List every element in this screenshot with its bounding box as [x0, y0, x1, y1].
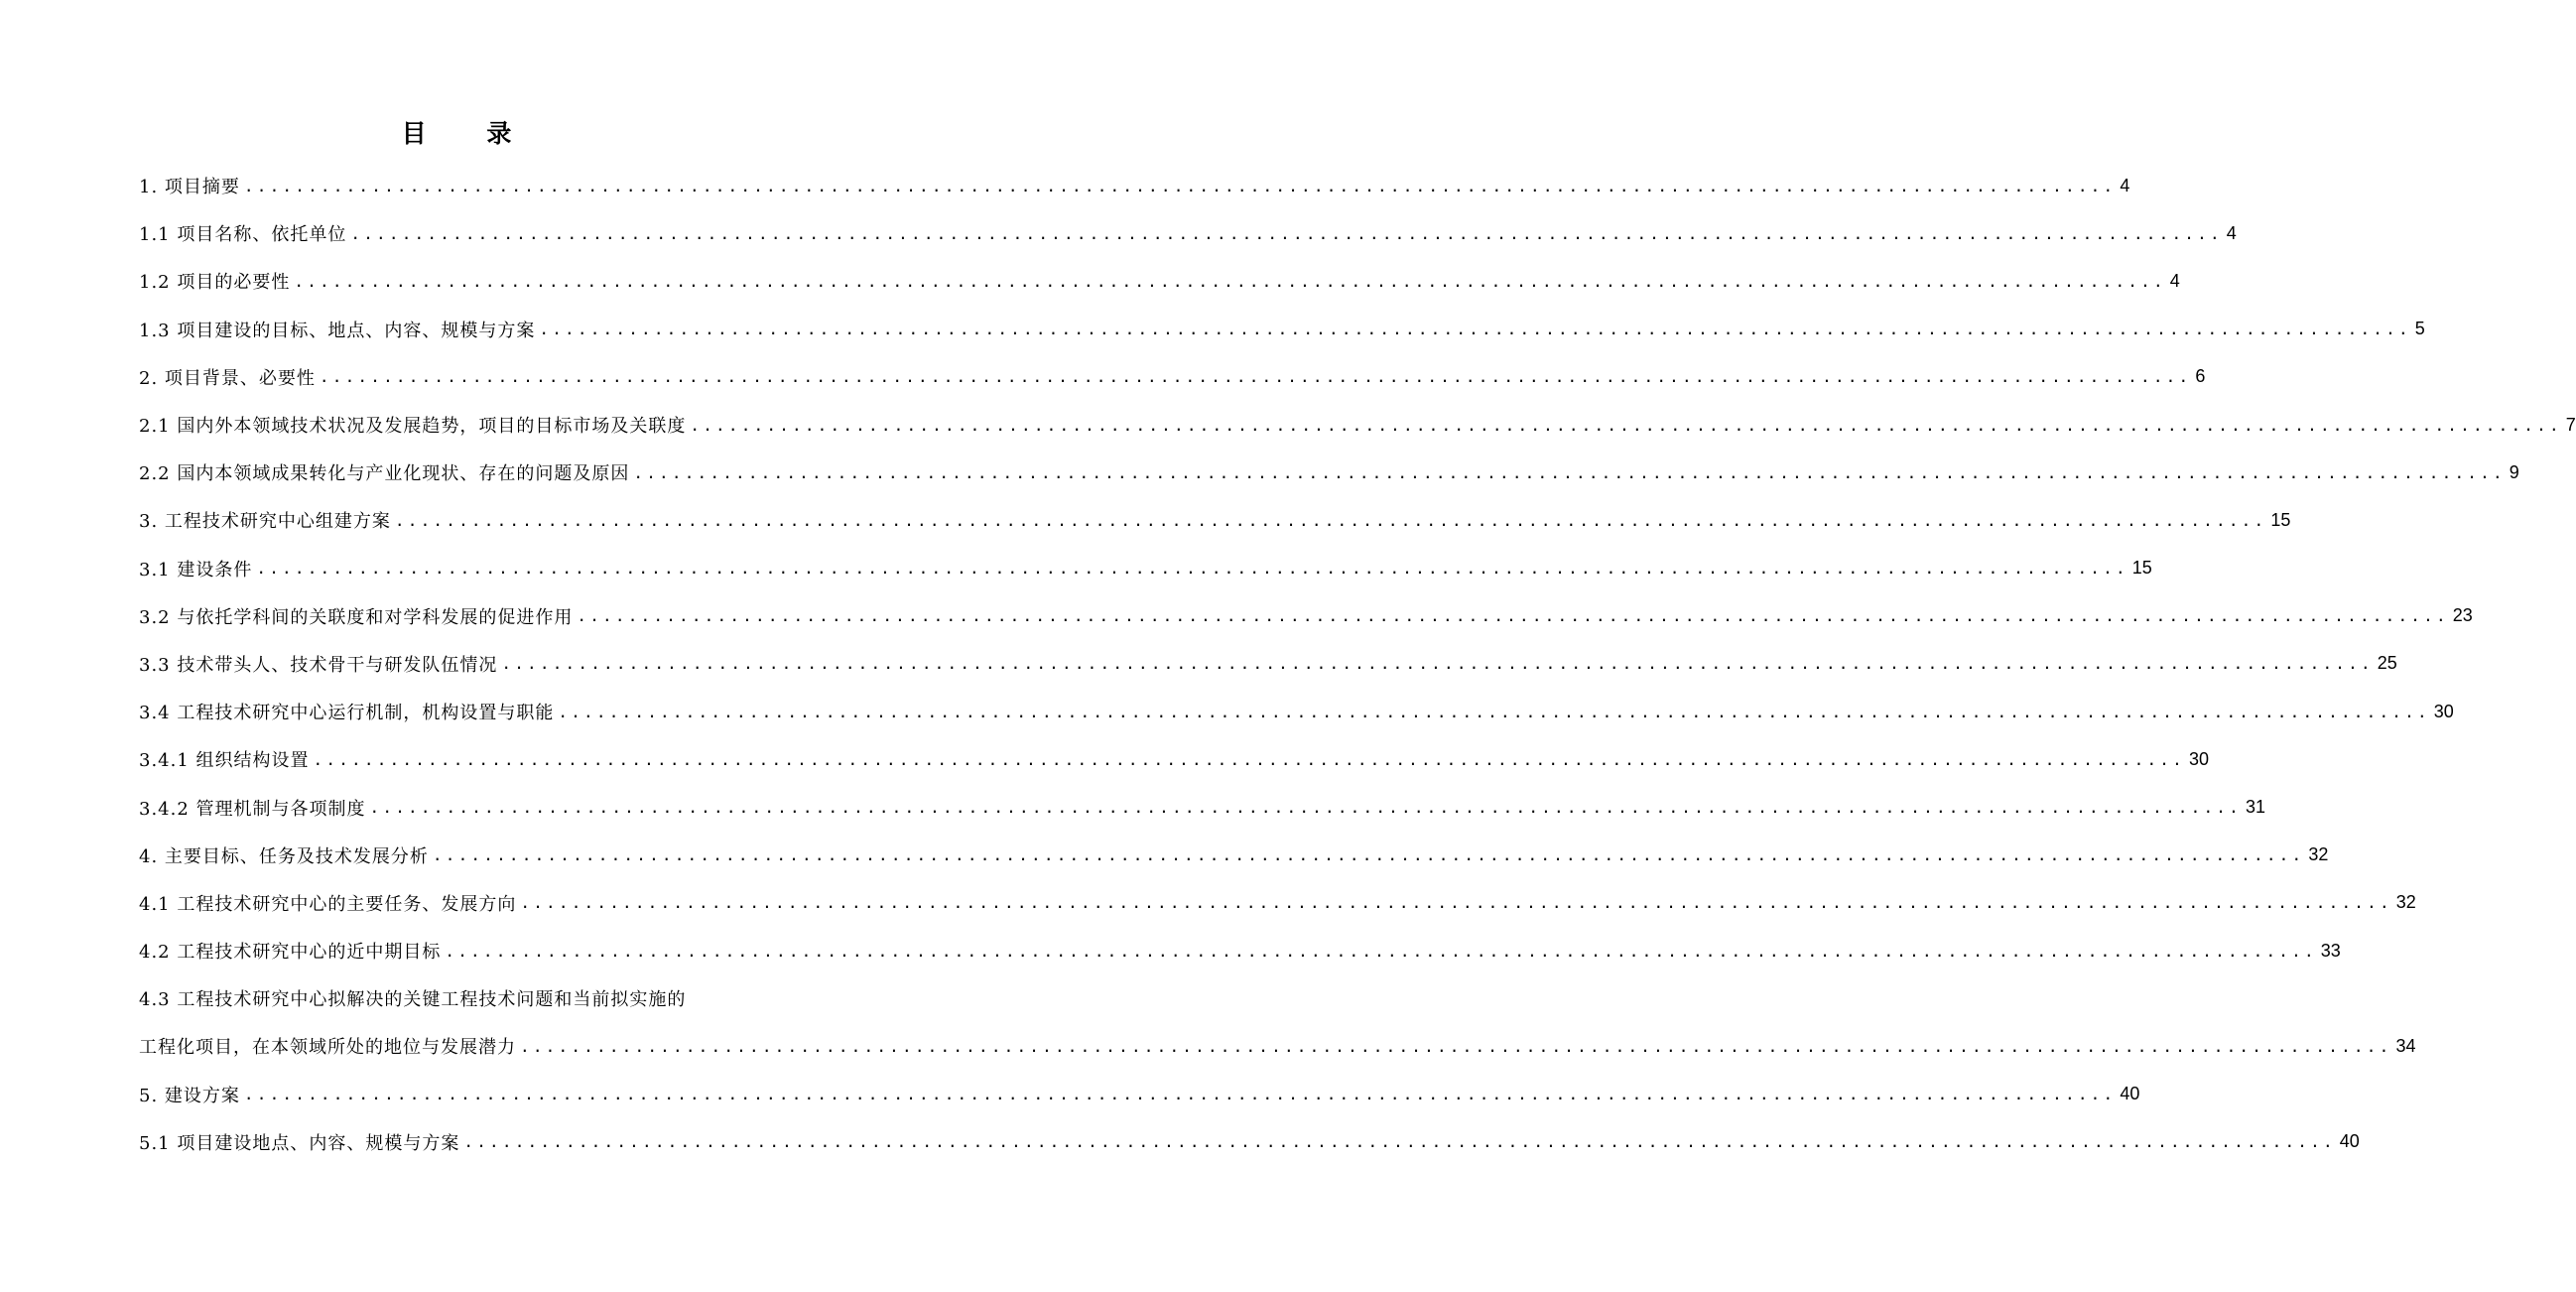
toc-dot-leader: ...................................................................................................................................................	[577, 606, 2449, 626]
toc-entry[interactable]	[139, 353, 2206, 401]
toc-page-number: 7	[2565, 414, 2576, 435]
toc-dot-leader: ...................................................................................................................................................	[633, 462, 2506, 482]
toc-page-number: 5	[2414, 319, 2425, 339]
toc-dot-leader: ...................................................................................................................................................	[558, 702, 2430, 721]
toc-dot-leader: ...................................................................................................................................................	[463, 1132, 2336, 1152]
toc-entry[interactable]	[139, 640, 2397, 688]
toc-dot-leader: ...................................................................................................................................................	[294, 271, 2166, 291]
toc-dot-leader: ...................................................................................................................................................	[256, 559, 2128, 579]
toc-entry[interactable]	[139, 306, 2425, 353]
page-title: 目 录	[401, 119, 538, 148]
toc-dot-leader: ...................................................................................................................................................	[501, 654, 2374, 674]
toc-dot-leader: ...................................................................................................................................................	[539, 320, 2411, 339]
toc-dot-leader: ...................................................................................................................................................	[369, 798, 2242, 818]
toc-entry-label: 1.3 项目建设的目标、地点、内容、规模与方案	[139, 320, 536, 341]
toc-dot-leader: ...................................................................................................................................................	[319, 367, 2192, 387]
toc-entry[interactable]	[139, 592, 2473, 640]
toc-page-number: 25	[2377, 653, 2397, 674]
toc-entry-label: 3.4.2 管理机制与各项制度	[139, 798, 366, 820]
toc-entry-continuation[interactable]	[139, 1022, 2416, 1070]
toc-entry[interactable]	[139, 735, 2209, 783]
toc-dot-leader: ...................................................................................................................................................	[394, 510, 2267, 530]
toc-entry-label: 工程化项目，在本领域所处的地位与发展潜力	[139, 1037, 516, 1059]
toc-entry-label: 4.1 工程技术研究中心的主要任务、发展方向	[139, 893, 517, 915]
toc-page-number: 4	[2226, 222, 2237, 243]
toc-page-number: 30	[2188, 748, 2209, 769]
toc-entry-label: 5. 建设方案	[139, 1085, 240, 1106]
toc-entry[interactable]	[139, 1118, 2360, 1166]
toc-entry-label: 1.2 项目的必要性	[139, 272, 291, 294]
toc-page-number: 4	[2169, 270, 2180, 291]
toc-entry[interactable]	[139, 496, 2291, 544]
toc-dot-leader: ...................................................................................................................................................	[690, 415, 2562, 435]
toc-dot-leader: ...................................................................................................................................................	[445, 941, 2317, 961]
toc-entry[interactable]	[139, 401, 2576, 449]
toc-dot-leader: ...................................................................................................................................................	[243, 176, 2117, 195]
toc-page-number: 6	[2195, 366, 2206, 387]
toc-entry-label: 2.1 国内外本领域技术状况及发展趋势，项目的目标市场及关联度	[139, 416, 687, 438]
toc-page-number: 40	[2120, 1084, 2140, 1104]
table-of-contents	[139, 162, 2576, 1166]
toc-entry[interactable]	[139, 257, 2180, 305]
toc-entry[interactable]	[139, 927, 2341, 974]
toc-page-number: 30	[2433, 701, 2454, 721]
toc-entry[interactable]	[139, 974, 812, 1022]
toc-entry-label: 3.1 建设条件	[139, 559, 253, 581]
toc-page-number: 4	[2120, 175, 2130, 195]
toc-entry-label: 3.2 与依托学科间的关联度和对学科发展的促进作用	[139, 606, 574, 628]
toc-dot-leader: ...................................................................................................................................................	[432, 845, 2305, 865]
toc-dot-leader: ...................................................................................................................................................	[520, 893, 2392, 913]
toc-page-number: 34	[2395, 1035, 2416, 1056]
toc-page-number: 33	[2320, 940, 2341, 961]
toc-entry-label: 4. 主要目标、任务及技术发展分析	[139, 845, 429, 867]
toc-page-number: 32	[2395, 892, 2416, 913]
toc-dot-leader: ...................................................................................................................................................	[313, 749, 2185, 769]
toc-entry-label: 4.3 工程技术研究中心拟解决的关键工程技术问题和当前拟实施的	[139, 989, 687, 1011]
toc-entry[interactable]	[139, 783, 2265, 831]
toc-page-number: 15	[2131, 558, 2152, 579]
toc-entry[interactable]	[139, 1071, 2140, 1118]
toc-entry-label: 3. 工程技术研究中心组建方案	[139, 511, 391, 533]
toc-entry-label: 4.2 工程技术研究中心的近中期目标	[139, 942, 442, 964]
toc-entry[interactable]	[139, 449, 2519, 496]
toc-entry[interactable]	[139, 879, 2416, 927]
toc-entry-label: 2.2 国内本领域成果转化与产业化现状、存在的问题及原因	[139, 463, 630, 485]
toc-entry[interactable]	[139, 209, 2237, 257]
toc-page-number: 40	[2339, 1131, 2360, 1152]
toc-entry-label: 3.4.1 组织结构设置	[139, 750, 310, 772]
toc-dot-leader: ...................................................................................................................................................	[520, 1036, 2392, 1056]
toc-entry[interactable]	[139, 162, 2130, 209]
toc-page-number: 9	[2509, 461, 2519, 482]
toc-entry-label: 2. 项目背景、必要性	[139, 367, 316, 389]
toc-page-number: 32	[2308, 844, 2329, 865]
toc-page-number: 23	[2452, 605, 2473, 626]
toc-entry-label: 5.1 项目建设地点、内容、规模与方案	[139, 1132, 460, 1154]
toc-dot-leader: ...................................................................................................................................................	[350, 223, 2223, 243]
toc-page-number: 15	[2270, 509, 2291, 530]
toc-entry-label: 3.3 技术带头人、技术骨干与研发队伍情况	[139, 654, 498, 676]
toc-page-number: 31	[2245, 797, 2265, 818]
toc-entry-label: 3.4 工程技术研究中心运行机制，机构设置与职能	[139, 703, 555, 724]
toc-entry-label: 1.1 项目名称、依托单位	[139, 224, 347, 246]
toc-entry-label: 1. 项目摘要	[139, 177, 240, 198]
toc-dot-leader: ...................................................................................................................................................	[243, 1085, 2117, 1104]
toc-entry[interactable]	[139, 545, 2152, 592]
toc-entry[interactable]	[139, 832, 2329, 879]
toc-entry[interactable]	[139, 688, 2454, 735]
